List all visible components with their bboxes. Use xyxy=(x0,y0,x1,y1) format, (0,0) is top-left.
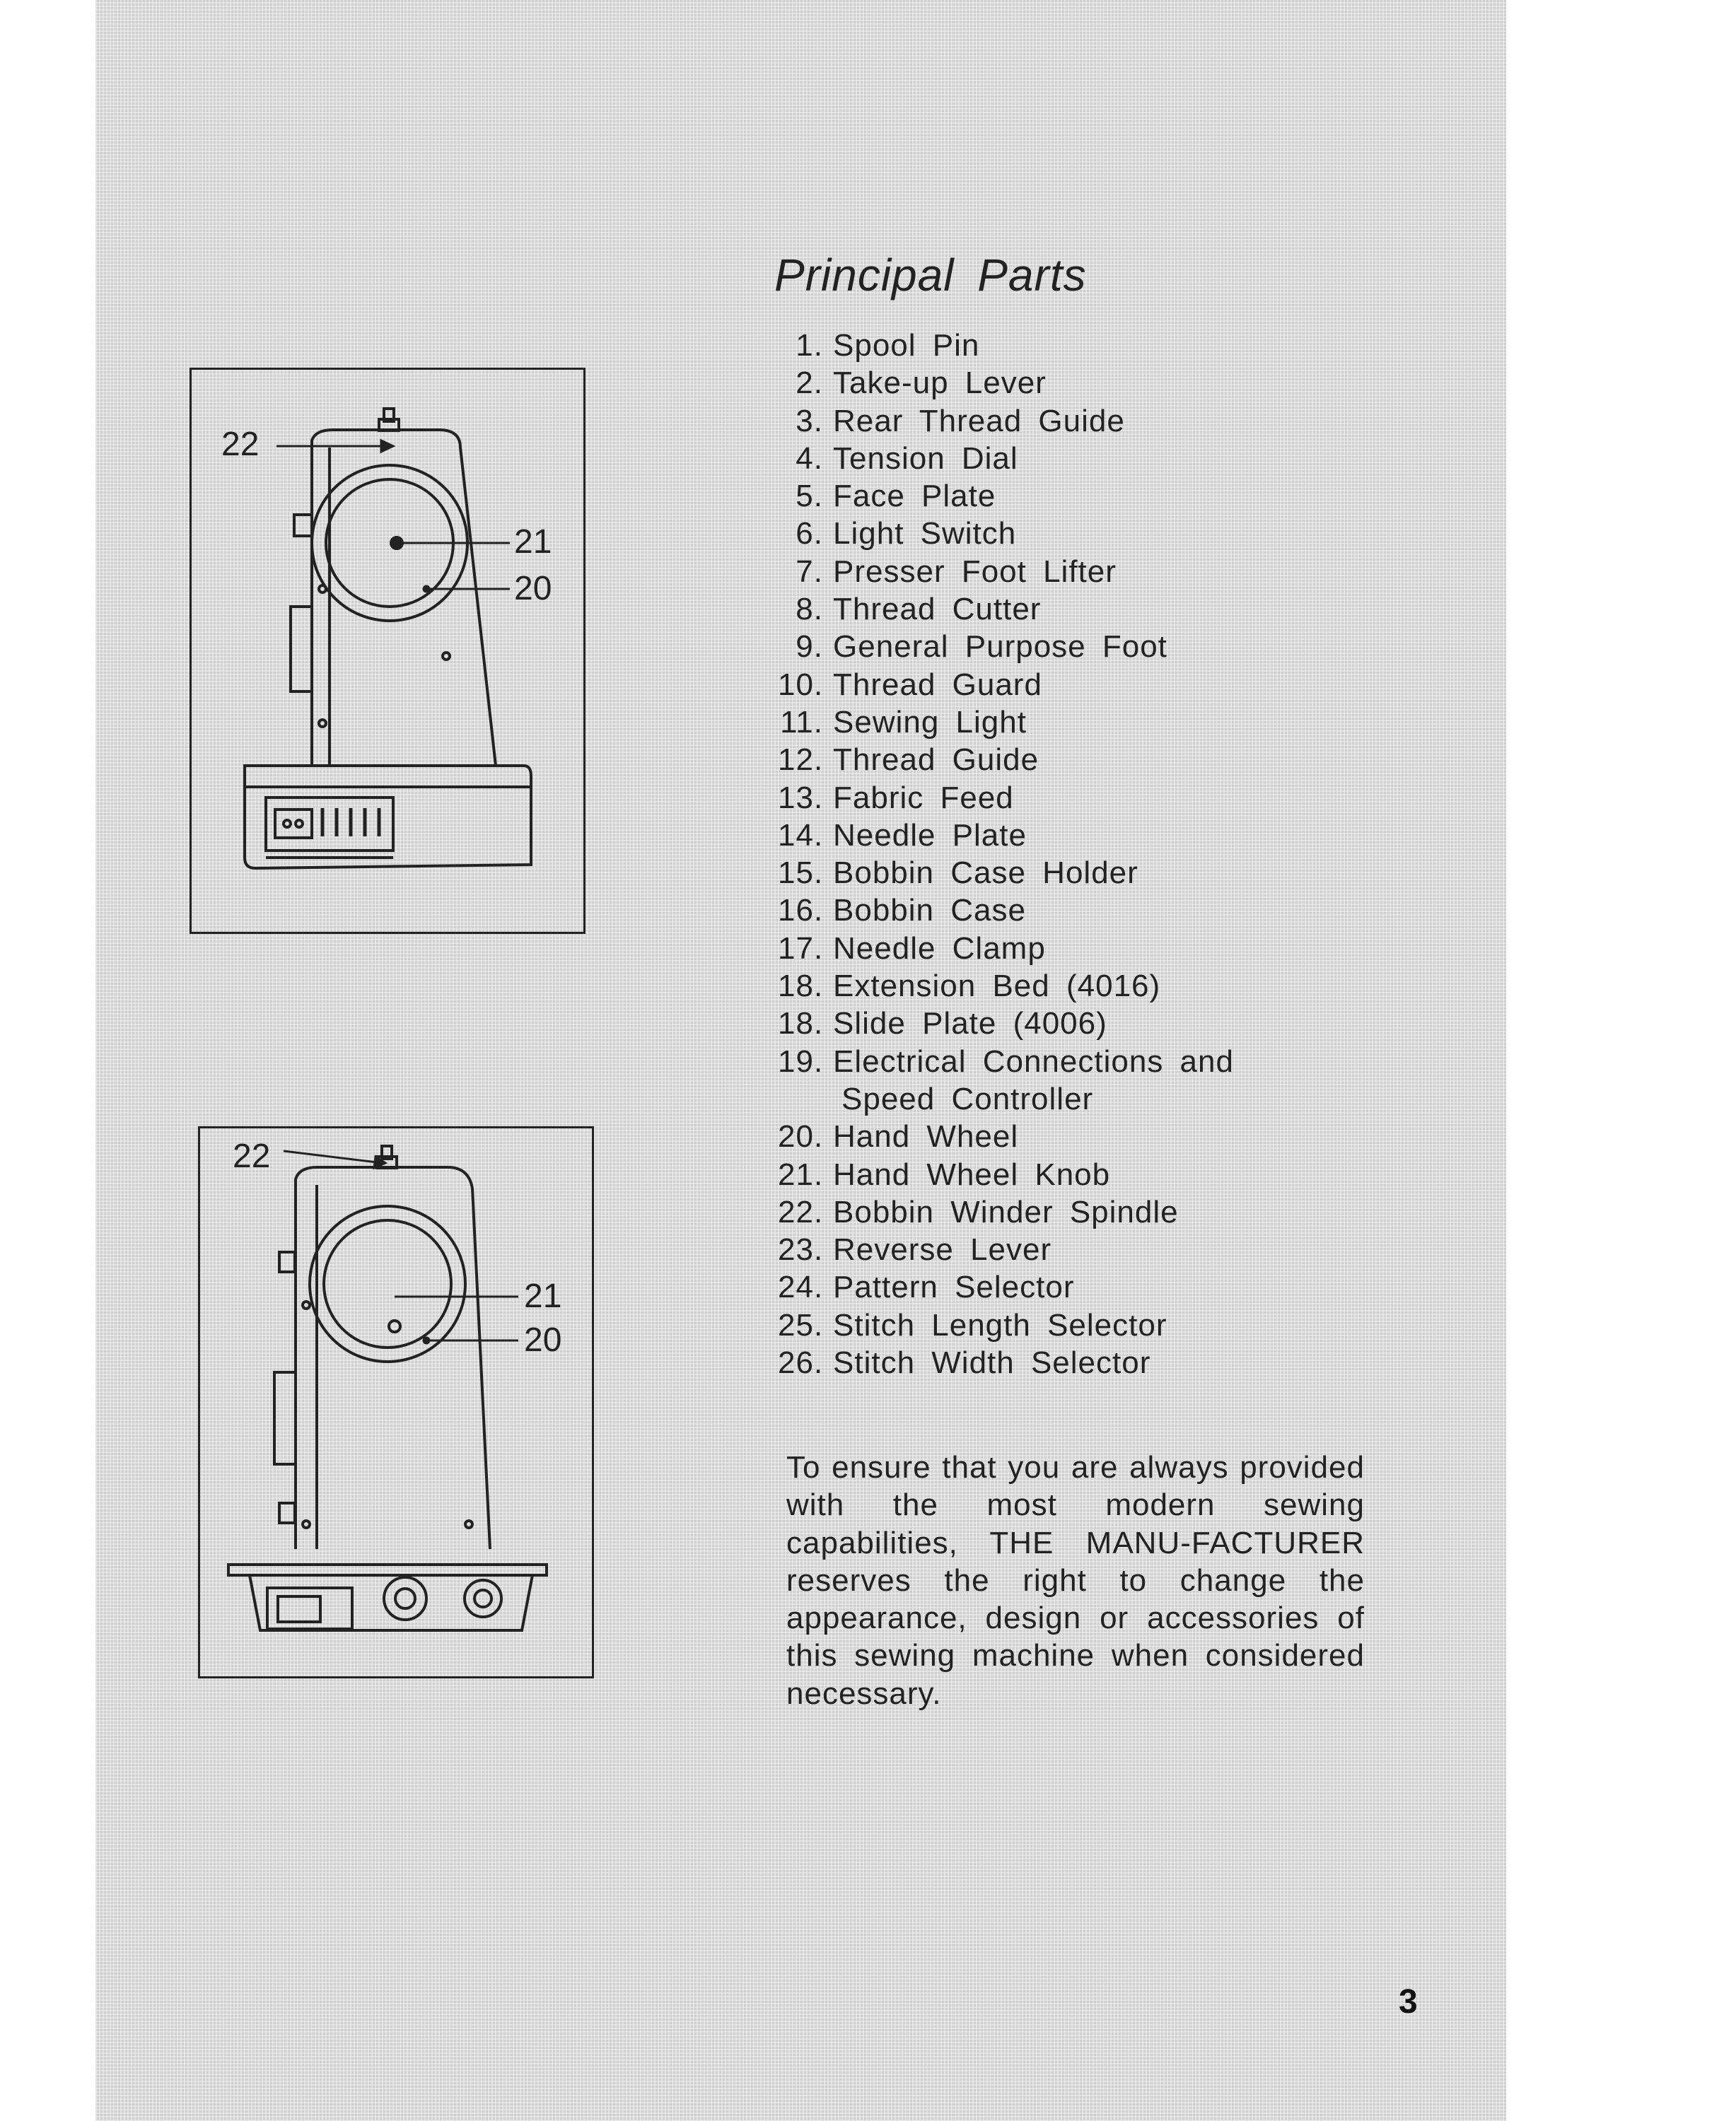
part-number: 18. xyxy=(778,969,824,1004)
part-label: Fabric Feed xyxy=(833,780,1014,815)
part-number: 6. xyxy=(796,516,823,551)
parts-list-item xyxy=(778,967,1315,1005)
part-number: 22. xyxy=(778,1194,824,1229)
part-number: 5. xyxy=(796,479,823,514)
parts-list-item xyxy=(778,703,1315,741)
part-label: Hand Wheel xyxy=(833,1119,1019,1155)
parts-list-item xyxy=(778,1193,1315,1231)
parts-list-item xyxy=(778,817,1315,854)
callout-22: 22 xyxy=(233,1138,271,1175)
part-number: 12. xyxy=(778,742,824,778)
part-label: Sewing Light xyxy=(833,704,1027,740)
machine-illustration-2 xyxy=(200,1128,592,1676)
callout-21: 21 xyxy=(514,523,552,561)
part-label: Stitch Length Selector xyxy=(833,1307,1167,1343)
parts-list-item xyxy=(778,1344,1315,1381)
part-number: 25. xyxy=(778,1307,824,1343)
part-label: Light Switch xyxy=(833,516,1017,551)
section-title: Principal Parts xyxy=(774,250,1087,300)
part-number: 9. xyxy=(796,629,823,665)
part-label: Spool Pin xyxy=(833,328,980,363)
part-label: Bobbin Winder Spindle xyxy=(833,1194,1179,1229)
part-number: 14. xyxy=(778,817,824,853)
part-label: Reverse Lever xyxy=(833,1232,1052,1268)
part-number: 24. xyxy=(778,1270,824,1305)
part-number: 2. xyxy=(796,366,823,401)
parts-list-item xyxy=(778,1005,1315,1042)
callout-21: 21 xyxy=(524,1278,562,1315)
figure-machine-side-view-1 xyxy=(190,368,586,934)
part-label: Bobbin Case xyxy=(833,893,1026,928)
parts-list-item xyxy=(778,402,1315,440)
part-label: Speed Controller xyxy=(841,1081,1094,1116)
part-label: Tension Dial xyxy=(833,440,1018,476)
parts-list-item xyxy=(778,1043,1315,1080)
part-label: Electrical Connections and xyxy=(833,1044,1234,1079)
parts-list-item xyxy=(778,515,1315,552)
parts-list-item xyxy=(778,666,1315,703)
manufacturer-notice: To ensure that you are always provided with the most modern sewing capabilities, THE MANU-FACTURER reserves the right to change the appearance, design or accessories of this sewing machine when considered necessary. xyxy=(786,1450,1365,1711)
part-number: 10. xyxy=(778,667,824,702)
parts-list-item xyxy=(778,1080,1315,1118)
callout-20: 20 xyxy=(524,1321,562,1359)
part-number: 26. xyxy=(778,1345,824,1381)
part-number: 23. xyxy=(778,1232,824,1268)
part-label: Stitch Width Selector xyxy=(833,1345,1151,1381)
parts-list-item xyxy=(778,930,1315,967)
part-number: 18. xyxy=(778,1006,824,1041)
part-number: 8. xyxy=(796,592,823,627)
part-number: 15. xyxy=(778,855,824,891)
part-number: 13. xyxy=(778,780,824,815)
parts-list-item xyxy=(778,1231,1315,1268)
part-label: General Purpose Foot xyxy=(833,629,1167,665)
part-label: Thread Guard xyxy=(833,667,1042,702)
parts-list-item xyxy=(778,364,1315,402)
figure-machine-side-view-2 xyxy=(198,1126,594,1678)
part-number: 21. xyxy=(778,1157,824,1192)
parts-list-item xyxy=(778,1268,1315,1306)
parts-list-item xyxy=(778,440,1315,477)
parts-list-item xyxy=(778,741,1315,778)
part-number: 3. xyxy=(796,403,823,438)
parts-list-item xyxy=(778,553,1315,590)
parts-list-item xyxy=(778,892,1315,929)
part-label: Extension Bed (4016) xyxy=(833,969,1161,1004)
principal-parts-list xyxy=(778,327,1315,1381)
parts-list-item xyxy=(778,590,1315,628)
part-label: Hand Wheel Knob xyxy=(833,1157,1111,1192)
parts-list-item xyxy=(778,1156,1315,1193)
callout-20: 20 xyxy=(514,570,552,607)
part-number: 11. xyxy=(780,704,823,740)
callout-22: 22 xyxy=(221,426,260,463)
part-label: Slide Plate (4006) xyxy=(833,1006,1107,1041)
page-number: 3 xyxy=(1399,1983,1418,2021)
part-label: Take-up Lever xyxy=(833,366,1047,401)
part-label: Presser Foot Lifter xyxy=(833,554,1117,589)
part-number: 16. xyxy=(778,893,824,928)
part-number: 1. xyxy=(796,328,823,363)
parts-list-item xyxy=(778,1307,1315,1344)
part-label: Needle Plate xyxy=(833,817,1027,853)
part-label: Thread Guide xyxy=(833,742,1039,778)
parts-list-item xyxy=(778,1118,1315,1155)
part-label: Pattern Selector xyxy=(833,1270,1075,1305)
part-label: Needle Clamp xyxy=(833,930,1046,966)
part-label: Bobbin Case Holder xyxy=(833,855,1138,891)
part-label: Face Plate xyxy=(833,479,996,514)
part-label: Rear Thread Guide xyxy=(833,403,1125,438)
parts-list-item xyxy=(778,779,1315,817)
part-number: 19. xyxy=(778,1044,824,1079)
part-label: Thread Cutter xyxy=(833,592,1042,627)
part-number: 17. xyxy=(778,930,824,966)
parts-list-item xyxy=(778,854,1315,892)
parts-list-item xyxy=(778,327,1315,364)
parts-list-item xyxy=(778,477,1315,515)
part-number: 7. xyxy=(796,554,823,589)
part-number: 4. xyxy=(796,440,823,476)
part-number: 20. xyxy=(778,1119,824,1155)
parts-list-item xyxy=(778,628,1315,665)
